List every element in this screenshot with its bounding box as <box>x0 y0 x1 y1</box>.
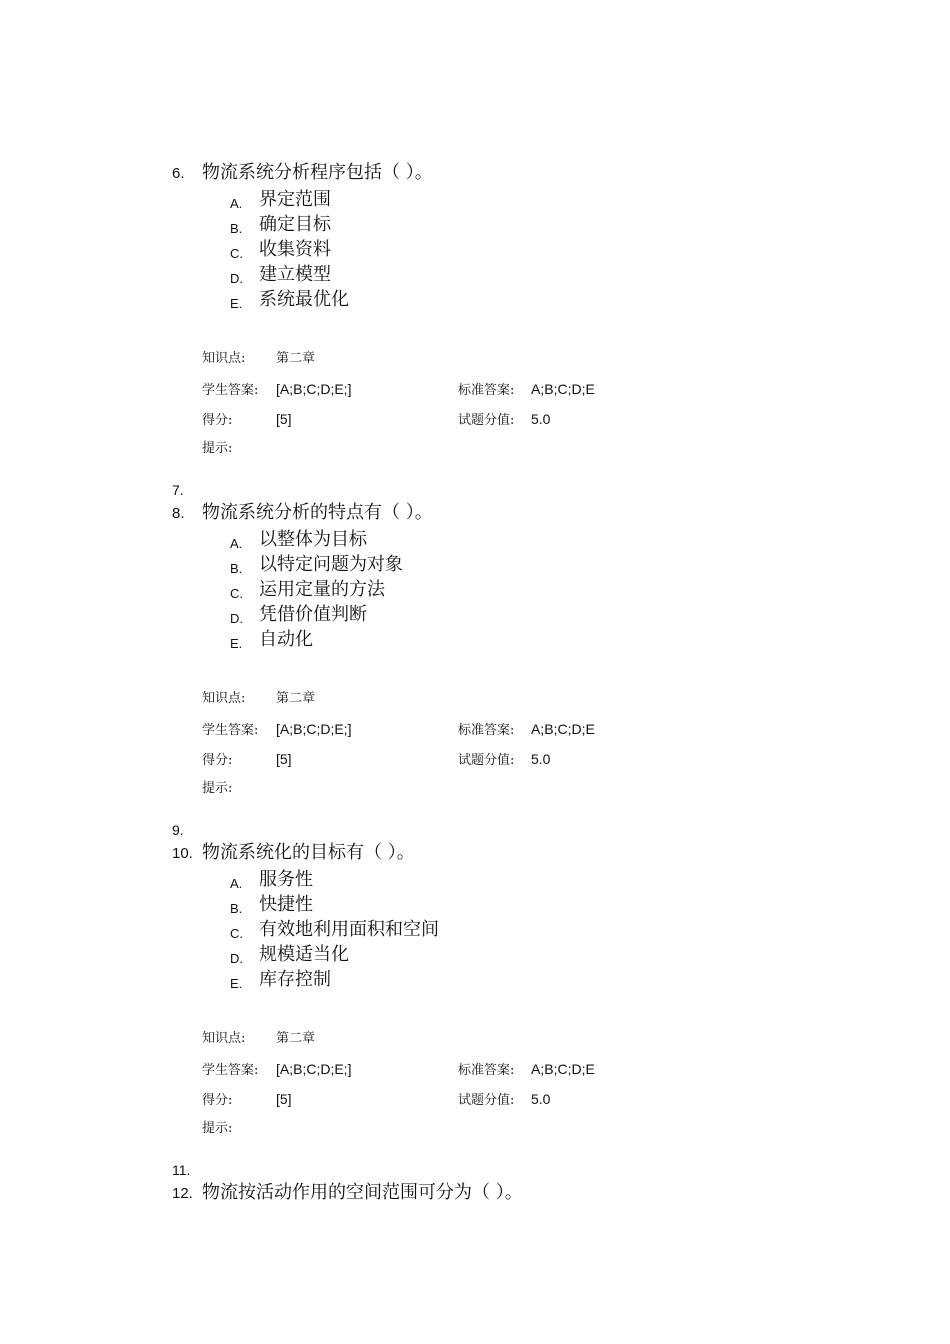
option-e <box>230 287 852 312</box>
option-e <box>230 627 852 652</box>
hint-label: 提示: <box>202 441 233 456</box>
knowledge-row <box>202 1024 852 1054</box>
option-letter: D. <box>230 271 243 286</box>
question-text: 物流系统分析程序包括（ ）。 <box>202 162 433 183</box>
question-stem <box>172 160 852 187</box>
option-list <box>230 867 852 992</box>
standard-answer-label: 标准答案: <box>458 723 515 738</box>
score-label: 得分: <box>202 1093 233 1108</box>
question-number: 8. <box>172 505 185 522</box>
score-value: [5] <box>276 1091 292 1107</box>
option-letter: A. <box>230 536 243 551</box>
question-6 <box>172 160 852 464</box>
option-c <box>230 237 852 262</box>
option-text: 规模适当化 <box>259 944 349 965</box>
student-answer-label: 学生答案: <box>202 383 259 398</box>
hint-row <box>202 774 852 804</box>
blank-question-number: 9. <box>172 822 184 838</box>
answer-info <box>202 344 852 464</box>
standard-answer-value: A;B;C;D;E <box>531 381 595 397</box>
knowledge-value: 第二章 <box>276 351 316 366</box>
answer-row <box>202 1054 852 1084</box>
option-a <box>230 527 852 552</box>
hint-label: 提示: <box>202 781 233 796</box>
score-row <box>202 744 852 774</box>
standard-answer-label: 标准答案: <box>458 1063 515 1078</box>
question-12 <box>172 1180 852 1207</box>
option-text: 库存控制 <box>259 969 331 990</box>
option-list <box>230 527 852 652</box>
question-8 <box>172 500 852 804</box>
option-text: 运用定量的方法 <box>259 579 385 600</box>
option-text: 以特定问题为对象 <box>259 554 403 575</box>
option-letter: A. <box>230 876 243 891</box>
option-letter: B. <box>230 221 243 236</box>
knowledge-value: 第二章 <box>276 1031 316 1046</box>
points-value: 5.0 <box>531 1091 551 1107</box>
knowledge-row <box>202 684 852 714</box>
option-letter: C. <box>230 926 243 941</box>
option-c <box>230 577 852 602</box>
knowledge-label: 知识点: <box>202 1031 246 1046</box>
option-list <box>230 187 852 312</box>
option-text: 服务性 <box>259 869 313 890</box>
option-a <box>230 187 852 212</box>
hint-row <box>202 434 852 464</box>
points-value: 5.0 <box>531 751 551 767</box>
question-stem <box>172 840 852 867</box>
student-answer-value: [A;B;C;D;E;] <box>276 721 352 737</box>
option-b <box>230 212 852 237</box>
option-c <box>230 917 852 942</box>
question-number: 10. <box>172 845 193 862</box>
student-answer-value: [A;B;C;D;E;] <box>276 1061 352 1077</box>
option-letter: D. <box>230 951 243 966</box>
answer-info <box>202 1024 852 1144</box>
knowledge-value: 第二章 <box>276 691 316 706</box>
option-text: 有效地利用面积和空间 <box>259 919 439 940</box>
option-letter: E. <box>230 296 243 311</box>
blank-question-number: 11. <box>172 1162 191 1178</box>
question-text: 物流系统分析的特点有（ ）。 <box>202 502 433 523</box>
standard-answer-value: A;B;C;D;E <box>531 721 595 737</box>
option-letter: D. <box>230 611 243 626</box>
answer-info <box>202 684 852 804</box>
points-label: 试题分值: <box>458 1093 515 1108</box>
question-text: 物流系统化的目标有（ ）。 <box>202 842 415 863</box>
score-label: 得分: <box>202 413 233 428</box>
option-letter: B. <box>230 901 243 916</box>
option-text: 界定范围 <box>259 189 331 210</box>
option-letter: A. <box>230 196 243 211</box>
student-answer-label: 学生答案: <box>202 1063 259 1078</box>
question-10 <box>172 840 852 1144</box>
hint-label: 提示: <box>202 1121 233 1136</box>
score-value: [5] <box>276 751 292 767</box>
points-value: 5.0 <box>531 411 551 427</box>
question-stem <box>172 1180 852 1207</box>
option-letter: C. <box>230 586 243 601</box>
question-text: 物流按活动作用的空间范围可分为（ ）。 <box>202 1182 523 1203</box>
question-number: 12. <box>172 1185 193 1202</box>
student-answer-value: [A;B;C;D;E;] <box>276 381 352 397</box>
points-label: 试题分值: <box>458 753 515 768</box>
option-d <box>230 602 852 627</box>
blank-question-number: 7. <box>172 482 184 498</box>
option-text: 系统最优化 <box>259 289 349 310</box>
option-b <box>230 892 852 917</box>
points-label: 试题分值: <box>458 413 515 428</box>
knowledge-label: 知识点: <box>202 691 246 706</box>
question-number: 6. <box>172 165 185 182</box>
score-value: [5] <box>276 411 292 427</box>
knowledge-label: 知识点: <box>202 351 246 366</box>
option-text: 凭借价值判断 <box>259 604 367 625</box>
option-text: 快捷性 <box>259 894 313 915</box>
option-b <box>230 552 852 577</box>
score-row <box>202 1084 852 1114</box>
question-stem <box>172 500 852 527</box>
knowledge-row <box>202 344 852 374</box>
standard-answer-label: 标准答案: <box>458 383 515 398</box>
student-answer-label: 学生答案: <box>202 723 259 738</box>
option-text: 自动化 <box>259 629 313 650</box>
hint-row <box>202 1114 852 1144</box>
option-letter: E. <box>230 636 243 651</box>
option-d <box>230 262 852 287</box>
option-e <box>230 967 852 992</box>
option-letter: C. <box>230 246 243 261</box>
option-d <box>230 942 852 967</box>
option-letter: E. <box>230 976 243 991</box>
option-text: 建立模型 <box>259 264 331 285</box>
score-row <box>202 404 852 434</box>
answer-row <box>202 374 852 404</box>
option-text: 以整体为目标 <box>259 529 367 550</box>
score-label: 得分: <box>202 753 233 768</box>
option-a <box>230 867 852 892</box>
option-text: 确定目标 <box>259 214 331 235</box>
option-text: 收集资料 <box>259 239 331 260</box>
answer-row <box>202 714 852 744</box>
option-letter: B. <box>230 561 243 576</box>
standard-answer-value: A;B;C;D;E <box>531 1061 595 1077</box>
